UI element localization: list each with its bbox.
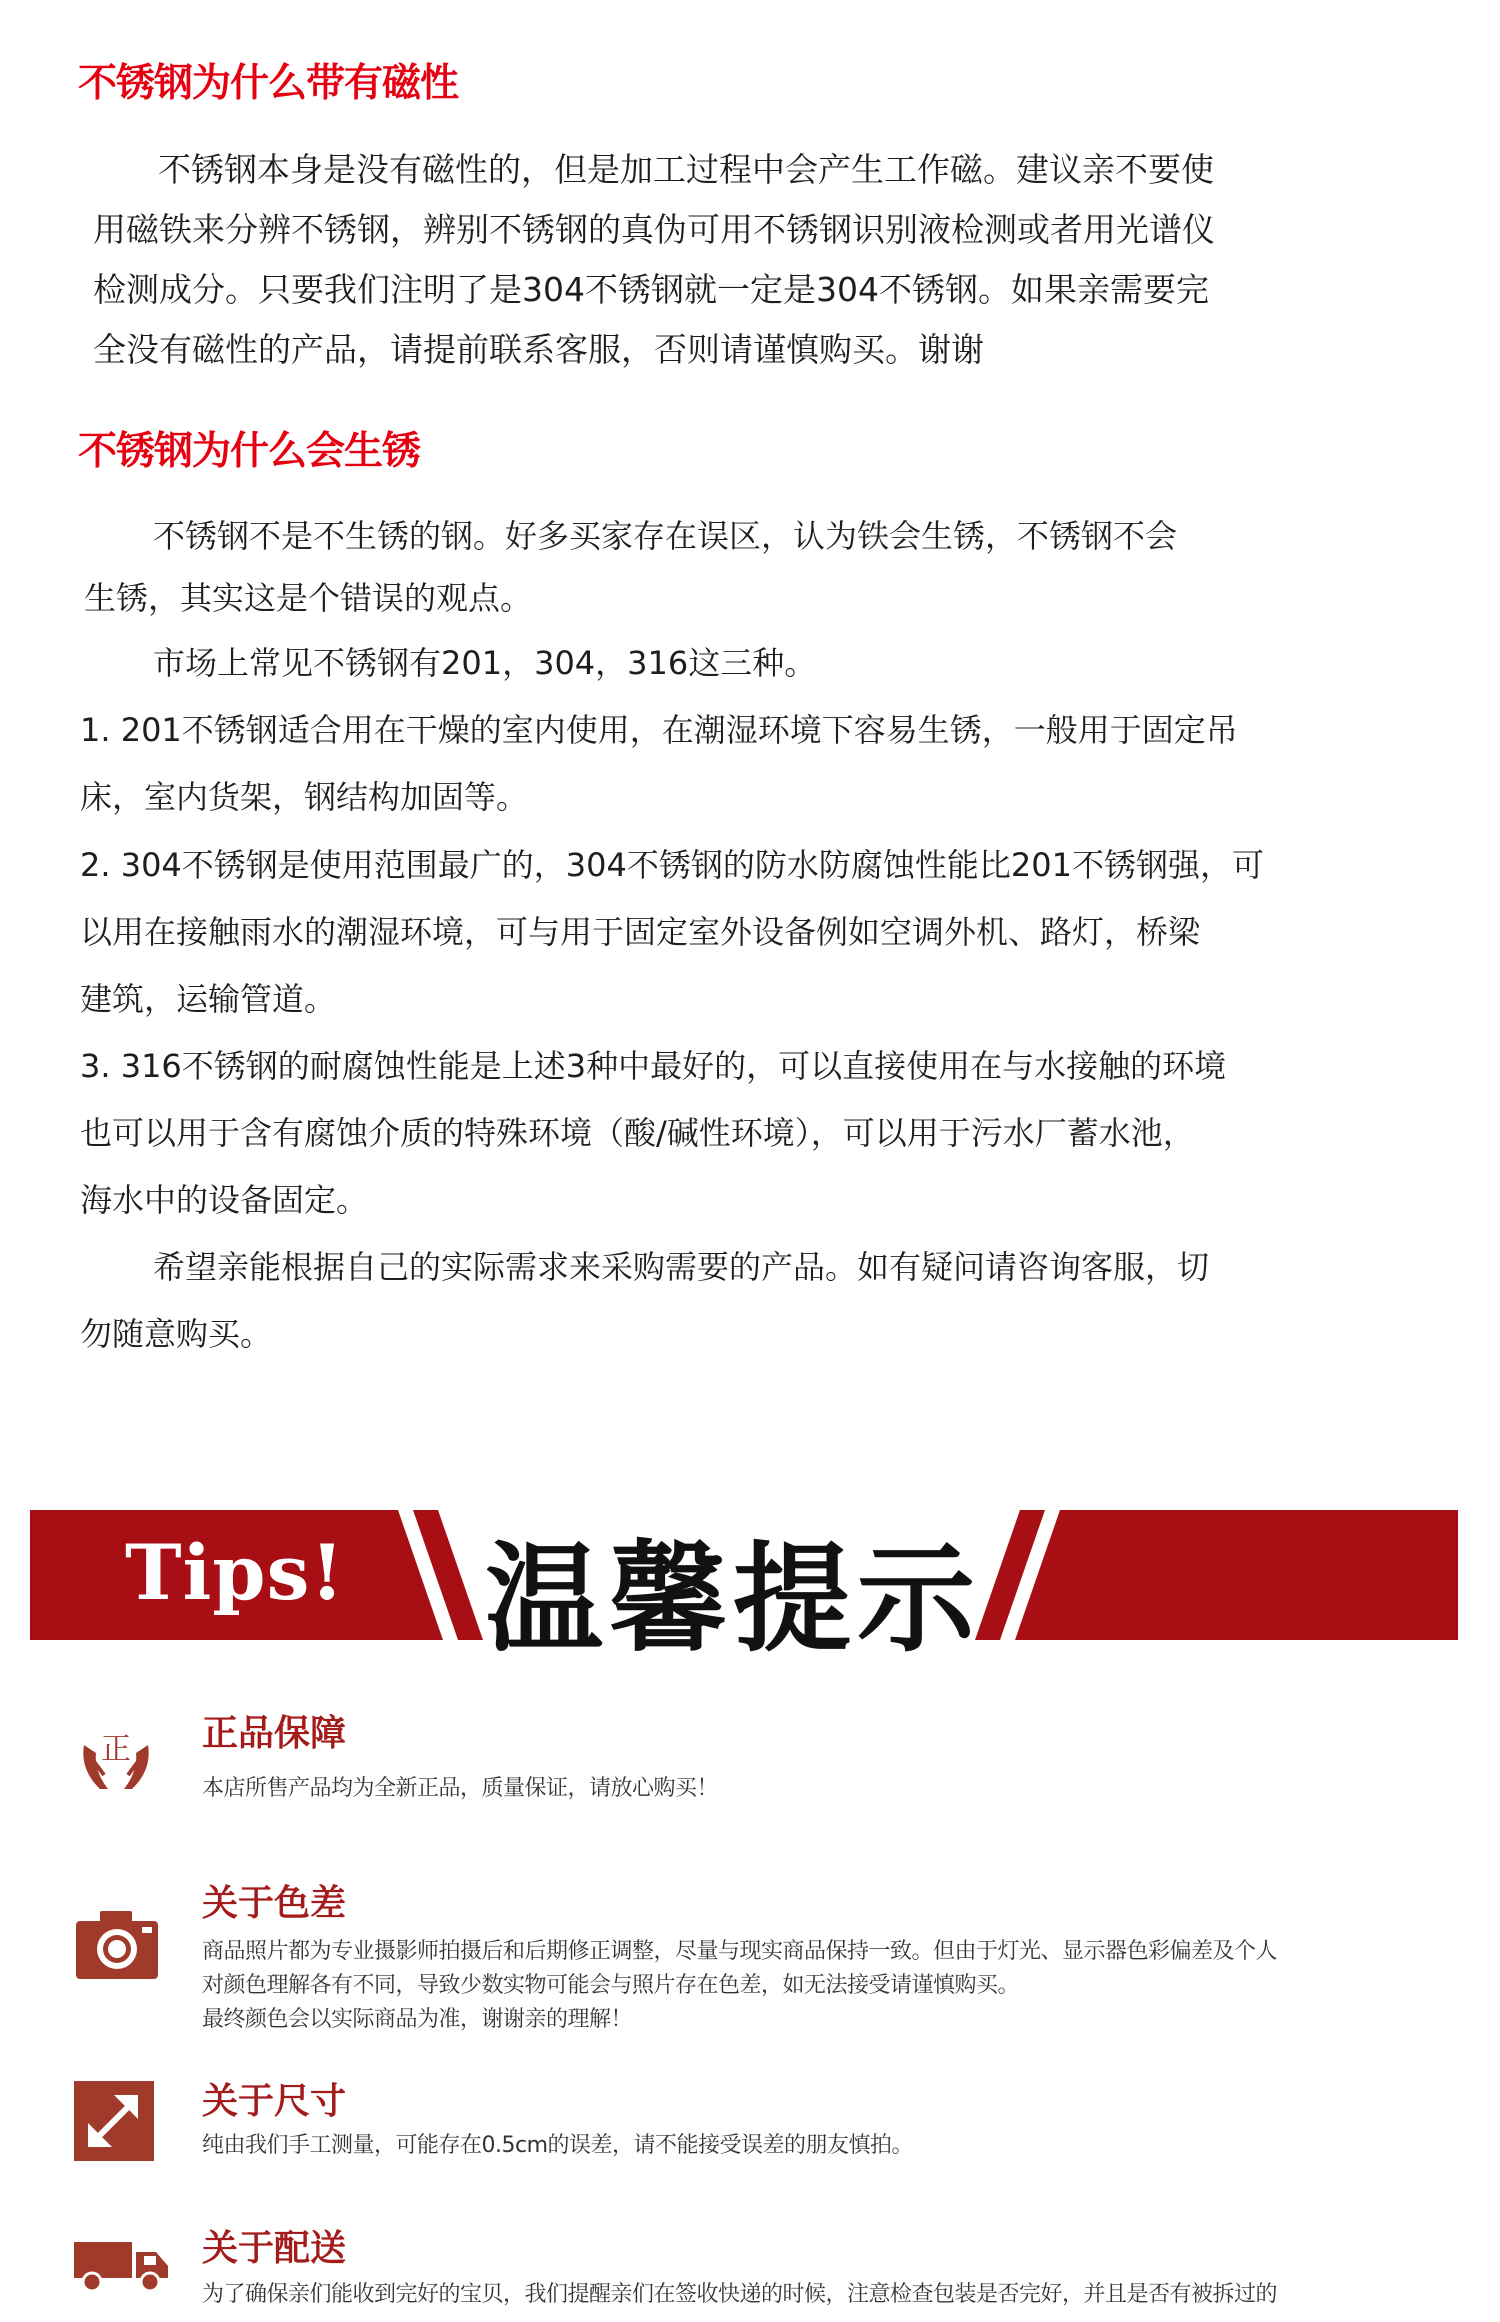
delivery-truck-icon xyxy=(74,2238,170,2294)
genuine-hands-icon xyxy=(74,1715,158,1799)
paragraph-line: 市场上常见不锈钢有201，304，316这三种。 xyxy=(153,644,817,682)
paragraph-line: 不锈钢本身是没有磁性的，但是加工过程中会产生工作磁。建议亲不要使 xyxy=(158,150,1214,189)
paragraph-line: 建筑，运输管道。 xyxy=(80,980,337,1018)
banner-title: 温馨提示 xyxy=(485,1529,982,1668)
paragraph-line: 不锈钢不是不生锈的钢。好多买家存在误区，认为铁会生锈，不锈钢不会 xyxy=(153,517,1178,555)
paragraph-line: 全没有磁性的产品，请提前联系客服，否则请谨慎购买。谢谢 xyxy=(93,330,984,369)
notice-text: 最终颜色会以实际商品为准，谢谢亲的理解！ xyxy=(202,2007,633,2032)
svg-text:正: 正 xyxy=(101,1732,131,1767)
paragraph-line: 海水中的设备固定。 xyxy=(80,1181,369,1219)
tips-label: Tips! xyxy=(125,1528,345,1617)
notice-title: 关于尺寸 xyxy=(202,2080,347,2122)
notice-text: 对颜色理解各有不同，导致少数实物可能会与照片存在色差，如无法接受请谨慎购买。 xyxy=(202,1973,1020,1998)
paragraph-line: 生锈，其实这是个错误的观点。 xyxy=(84,579,533,617)
notice-text: 本店所售产品均为全新正品，质量保证，请放心购买！ xyxy=(202,1776,719,1801)
paragraph-line: 以用在接触雨水的潮湿环境，可与用于固定室外设备例如空调外机、路灯，桥梁 xyxy=(80,913,1201,951)
camera-icon xyxy=(74,1907,160,1981)
paragraph-line: 也可以用于含有腐蚀介质的特殊环境（酸/碱性环境），可以用于污水厂蓄水池， xyxy=(80,1114,1195,1152)
paragraph-line: 2. 304不锈钢是使用范围最广的，304不锈钢的防水防腐蚀性能比201不锈钢强，可 xyxy=(80,846,1264,884)
notice-delivery xyxy=(74,2220,1474,2320)
paragraph-line: 1. 201不锈钢适合用在干燥的室内使用，在潮湿环境下容易生锈，一般用于固定吊 xyxy=(80,711,1238,749)
paragraph-line: 检测成分。只要我们注明了是304不锈钢就一定是304不锈钢。如果亲需要完 xyxy=(93,270,1209,309)
notice-genuine xyxy=(74,1705,1474,1815)
paragraph-line: 希望亲能根据自己的实际需求来采购需要的产品。如有疑问请咨询客服，切 xyxy=(153,1248,1210,1286)
section-title-rust: 不锈钢为什么会生锈 xyxy=(78,429,421,474)
paragraph-line: 用磁铁来分辨不锈钢，辨别不锈钢的真伪可用不锈钢识别液检测或者用光谱仪 xyxy=(93,210,1215,249)
notice-title: 正品保障 xyxy=(202,1712,347,1754)
notice-text: 纯由我们手工测量，可能存在0.5cm的误差，请不能接受误差的朋友慎拍。 xyxy=(202,2133,914,2158)
tips-banner xyxy=(30,1510,1458,1668)
notice-text: 商品照片都为专业摄影师拍摄后和后期修正调整，尽量与现实商品保持一致。但由于灯光、显示器色彩偏差及个人 xyxy=(202,1939,1278,1964)
notice-title: 关于配送 xyxy=(202,2227,347,2269)
resize-arrow-icon xyxy=(74,2081,154,2161)
paragraph-line: 3. 316不锈钢的耐腐蚀性能是上述3种中最好的，可以直接使用在与水接触的环境 xyxy=(80,1047,1227,1085)
notice-text: 为了确保亲们能收到完好的宝贝，我们提醒亲们在签收快递的时候，注意检查包装是否完好，并且是否有被拆过的 xyxy=(202,2282,1278,2307)
notice-title: 关于色差 xyxy=(202,1882,347,1924)
notice-color-difference xyxy=(74,1875,1474,2045)
notice-size xyxy=(74,2073,1474,2183)
paragraph-line: 床，室内货架，钢结构加固等。 xyxy=(80,778,529,816)
paragraph-line: 勿随意购买。 xyxy=(80,1315,273,1353)
section-title-magnetism: 不锈钢为什么带有磁性 xyxy=(78,61,459,106)
